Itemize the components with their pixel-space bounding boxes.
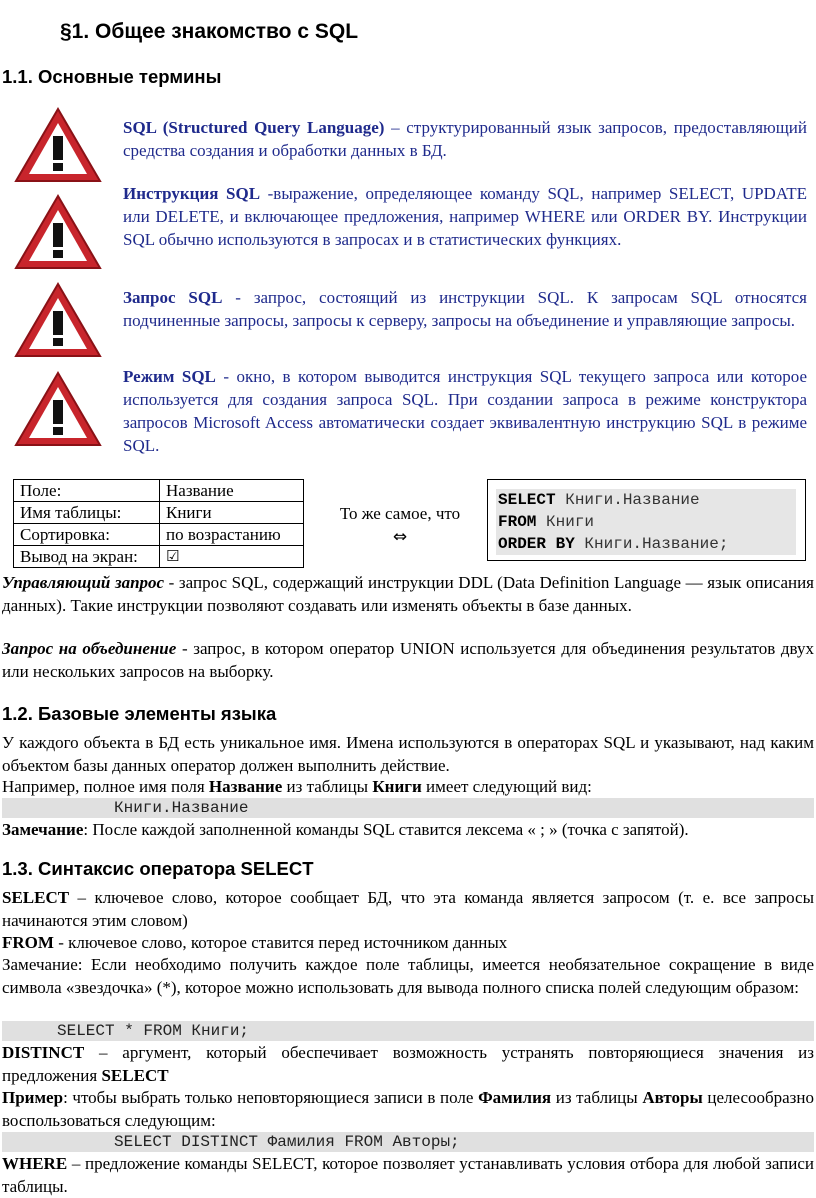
text: - ключевое слово, которое ставится перед источником данных <box>53 933 508 952</box>
code-keyword: ORDER BY <box>498 535 575 553</box>
checkbox-checked-icon: ☑ <box>160 546 304 568</box>
term-name: Управляющий запрос <box>2 573 165 592</box>
from-paragraph <box>2 932 814 955</box>
example-label: Пример <box>2 1088 64 1107</box>
text: из таблицы <box>282 777 373 796</box>
table-cell-value: Название <box>160 480 304 502</box>
warning-icon <box>14 193 102 271</box>
term-definition: - запрос SQL, содержащий инструкции DDL (Data Definition Language — язык описания данных). Такие инструкции позволяют создавать или изменять объекты в базе данных. <box>2 573 815 615</box>
keyword: SELECT <box>2 888 70 907</box>
code-text: Книги <box>536 513 595 531</box>
table-row <box>14 480 304 502</box>
field-name: Фамилия <box>478 1088 552 1107</box>
section-title-1-2: 1.2. Базовые элементы языка <box>2 703 277 724</box>
table-cell-label: Сортировка: <box>14 524 160 546</box>
text: : чтобы выбрать только неповторяющиеся записи в поле <box>63 1088 479 1107</box>
code-line <box>498 511 796 533</box>
code-keyword: SELECT <box>498 491 556 509</box>
code-example: Книги.Название <box>2 798 814 818</box>
term-name: Режим SQL <box>123 367 216 386</box>
table-row <box>14 502 304 524</box>
term-sql-query <box>123 286 807 332</box>
keyword: DISTINCT <box>2 1043 85 1062</box>
section-title-1-3: 1.3. Синтаксис оператора SELECT <box>2 858 314 879</box>
table-cell-value: Книги <box>160 502 304 524</box>
note-label: Замечание <box>2 820 84 839</box>
text: целесообразно воспользоваться следующим: <box>2 1088 814 1130</box>
text: – ключевое слово, которое сообщает БД, что эта команда является запросом (т. е. все запросы начинаются этим словом) <box>2 888 814 930</box>
table-cell-label: Поле: <box>14 480 160 502</box>
distinct-paragraph <box>2 1042 814 1087</box>
term-sql-instruction <box>123 182 807 251</box>
code-line <box>498 533 796 555</box>
text: – предложение команды SELECT, которое позволяет устанавливать условия отбора для любой записи таблицы. <box>2 1154 814 1196</box>
keyword: WHERE <box>2 1154 68 1173</box>
term-definition: - запрос, в котором оператор UNION используется для объединения результатов двух или нескольких запросов на выборку. <box>2 639 814 681</box>
example-paragraph <box>2 1087 814 1132</box>
keyword: SELECT <box>101 1065 169 1085</box>
star-note-paragraph: Замечание: Если необходимо получить каждое поле таблицы, имеется необязательное сокращение в виде символа «звездочка» (*), которое можно использовать для вывода полного списка полей следующим образом: <box>2 955 814 997</box>
section-title-1-1: 1.1. Основные термины <box>2 66 222 87</box>
term-definition: – структурированный язык запросов, предоставляющий средства создания и обработки данных в БД. <box>123 118 807 160</box>
keyword: FROM <box>2 933 54 952</box>
term-sql-mode <box>123 365 807 457</box>
code-keyword: FROM <box>498 513 537 531</box>
table-cell-label: Имя таблицы: <box>14 502 160 524</box>
same-as-label: То же самое, что <box>339 504 461 523</box>
table-row <box>14 524 304 546</box>
code-text: Книги.Название <box>555 491 700 509</box>
sql-code-box <box>487 479 806 561</box>
note-text: : После каждой заполненной команды SQL ставится лексема « ; » (точка с запятой). <box>83 820 689 839</box>
code-example: SELECT DISTINCT Фамилия FROM Авторы; <box>2 1132 814 1152</box>
code-line <box>498 489 796 511</box>
select-paragraph <box>2 887 814 932</box>
union-query-paragraph <box>2 638 814 683</box>
paragraph: У каждого объекта в БД есть уникальное имя. Имена используются в операторах SQL и указывают, над каким объектом базы данных оператор должен выполнить действие. <box>2 733 814 775</box>
table-cell-label: Вывод на экран: <box>14 546 160 568</box>
code-text: Книги.Название; <box>574 535 729 553</box>
warning-icon <box>14 370 102 448</box>
term-name: Запрос на объединение <box>2 639 177 658</box>
paragraph <box>2 776 814 799</box>
table-name: Книги <box>372 777 422 796</box>
term-sql <box>123 116 807 162</box>
table-cell-value: по возрастанию <box>160 524 304 546</box>
control-query-paragraph <box>2 572 814 617</box>
table-row <box>14 546 304 568</box>
text: имеет следующий вид: <box>421 777 592 796</box>
text: – аргумент, который обеспечивает возможность устранять повторяющиеся значения из предложения <box>2 1043 814 1085</box>
warning-icon <box>14 281 102 359</box>
text: Например, полное имя поля <box>2 777 209 796</box>
term-name: Инструкция SQL <box>123 184 261 203</box>
term-name: SQL (Structured Query Language) <box>123 118 385 137</box>
page-title: §1. Общее знакомство с SQL <box>60 20 359 43</box>
code-example: SELECT * FROM Книги; <box>2 1021 814 1041</box>
query-designer-table <box>13 479 304 568</box>
note-paragraph <box>2 819 814 842</box>
text: из таблицы <box>551 1088 643 1107</box>
table-name: Авторы <box>642 1088 703 1107</box>
term-definition: - окно, в котором выводится инструкция SQL текущего запроса или которое используется для создания запроса SQL. При создании запроса в режиме конструктора запросов Microsoft Access автоматически создает эквивалентную инструкцию SQL в режиме SQL. <box>123 367 807 455</box>
term-definition: -выражение, определяющее команду SQL, например SELECT, UPDATE или DELETE, и включающее предложения, например WHERE или ORDER BY. Инструкции SQL обычно используются в запросах и в статистических функциях. <box>123 184 807 249</box>
term-name: Запрос SQL <box>123 288 223 307</box>
where-paragraph <box>2 1153 814 1198</box>
field-name: Название <box>208 777 283 796</box>
equivalent-arrow-icon: ⇔ <box>392 527 408 547</box>
warning-icon <box>14 106 102 184</box>
term-definition: - запрос, состоящий из инструкции SQL. К запросам SQL относятся подчиненные запросы, запросы к серверу, запросы на объединение и управляющие запросы. <box>123 288 808 330</box>
